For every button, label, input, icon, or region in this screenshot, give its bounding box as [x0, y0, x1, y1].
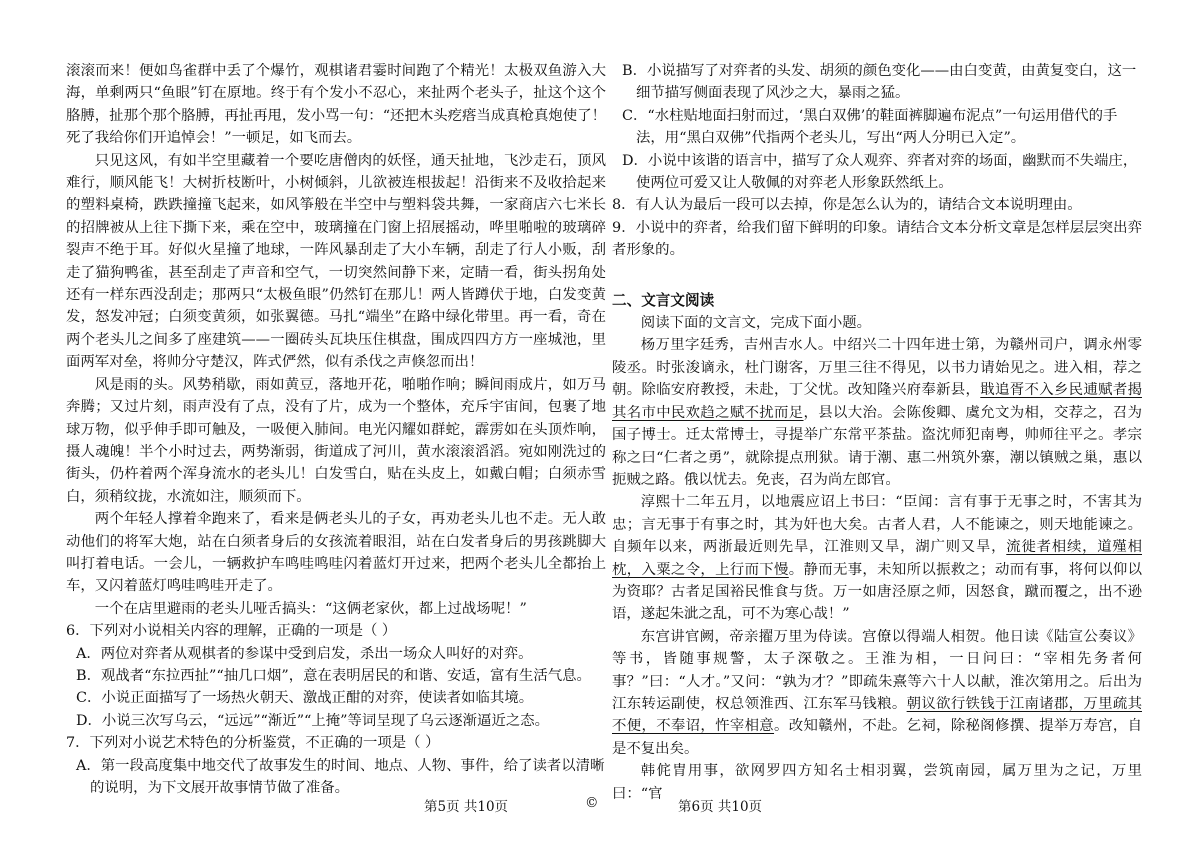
classical-text-paragraph	[612, 334, 1142, 491]
question-6-option-a: A．两位对弈者从观棋者的参谋中受到启发，杀出一场众人叫好的对弈。	[76, 645, 533, 662]
classical-text-segment: 东宫讲官阙，帝亲擢万里为侍读。宫僚以得端人相贺。他日读《陆宣公奏议》等书，皆随事规警，太子深敬之。王淮为相，一日问曰：“宰相先务者何事？”曰：“人才。”又问：“孰为才？”即疏朱熹等六十人以献，淮次第用之。后出为江东转运副使，权总领淮西、江东军马钱粮。	[612, 628, 1142, 712]
underlined-sentence: 戢追胥不入乡民逋赋者揭其名市中民欢趋之赋不扰而足	[612, 382, 1142, 421]
page-number-right: 第6页 共10页	[678, 799, 763, 815]
question-7-option-c: C．“水柱贴地面扫射而过，‘黑白双佛’的鞋面裤脚遍布泥点”一句运用借代的手法，用“黑白双佛”代指两个老头儿，写出“两人分明已入定”。	[622, 107, 1118, 147]
classical-text-segment: 。改知赣州，不赴。乞祠，除秘阁修撰、提举万寿宫，自是不复出矣。	[612, 718, 1142, 757]
question-6-option-d: D．小说三次写乌云，“远远”“渐近”“上掩”等词呈现了乌云逐渐逼近之态。	[76, 712, 550, 729]
question-7-option-b: B．小说描写了对弈者的头发、胡须的颜色变化——由白变黄，由黄复变白，这一细节描写侧面表现了风沙之大，暴雨之猛。	[622, 63, 1137, 102]
left-column	[66, 60, 606, 799]
question-7-stem: 7．下列对小说艺术特色的分析鉴赏，不正确的一项是（ ）	[66, 735, 440, 752]
reading-instruction: 阅读下面的文言文，完成下面小题。	[640, 315, 872, 332]
classical-text-segment: ，县以大治。会陈俊卿、虞允文为相，交荐之，召为国子博士。迁太常博士，寻提举广东常平茶盐。盗沈师犯南粤，帅师往平之。孝宗称之曰“仁者之勇”，就除提点刑狱。请于潮、惠二州筑外寨，潮以镇贼之巢，惠以扼贼之路。俄以忧去。免丧，召为尚左郎官。	[612, 404, 1142, 488]
story-paragraph: 一个在店里避雨的老头儿哑舌搞头：“这俩老家伙，都上过战场呢！”	[94, 600, 527, 617]
classical-text-paragraph	[612, 626, 1142, 760]
section-spacer	[612, 262, 1142, 290]
classical-text-segment: 淳熙十二年五月，以地震应诏上书曰：“臣闻：言有事于无事之时，不害其为忠；言无事于有事之时，其为奸也大矣。古者人君，人不能谏之，则天地能谏之。自频年以来，两浙最近则先旱，江淮则又旱，湖广则又旱，	[612, 494, 1142, 556]
question-7-option-d: D．小说中该谐的语言中，描写了众人观弈、弈者对弈的场面，幽默而不失端庄，使两位可爱又让人敬佩的对弈老人形象跃然纸上。	[622, 152, 1138, 192]
classical-text-segment: 杨万里字廷秀，吉州吉水人。中绍兴二十四年进士第，为赣州司户，调永州零陵丞。时张浚谪永，杜门谢客，万里三往不得见，以书力请始见之。进入相，荐之朝。除临安府教授，未赴，丁父忧。改知隆兴府奉新县，	[612, 337, 1142, 399]
question-7-option-a: A．第一段高度集中地交代了故事发生的时间、地点、人物、事件，给了读者以清晰的说明，为下文展开故事情节做了准备。	[76, 757, 605, 796]
story-paragraph: 只见这风，有如半空里藏着一个要吃唐僧肉的妖怪，通天扯地，飞沙走石，顶风难行，顺风能飞！大树折枝断叶，小树倾斜，儿欲被连根拔起！沿街来不及收拾起来的塑料桌椅，跌跌撞撞飞起来，如风筝般在半空中与塑料袋共舞，一家商店六七米长的招牌被从上往下撕下来，乘在空中，玻璃撞在门窗上招展摇动，哗里啪啦的玻璃碎裂声不绝于耳。好似火星撞了地球，一阵风暴刮走了大小车辆，刮走了行人小贩，刮走了猫狗鸭雀，甚至刮走了声音和空气，一切突然间静下来，定睛一看，街头拐角处还有一样东西没刮走；那两只“太极鱼眼”仍然钉在那儿！两人皆蹲伏于地，白发变黄发，怒发冲冠；白须变黄须，如张翼德。马扎“端坐”在路中绿化带里。再一看，奇在两个老头儿之间多了座建筑——一圈砖头瓦块压住棋盘，围成四四方方一座城池，里面两军对垒，将帅分守楚汉，阵式俨然，似有杀伐之声倏忽而出！	[66, 152, 606, 371]
classical-text-segment: 。静而无事，未知所以振救之；动而有事，将何以仰以为资耶？古者足国裕民惟食与货。万一如唐泾原之师，因怒食，蹴而覆之，出不逊语，遂起朱泚之乱，可不为寒心哉！”	[612, 561, 1142, 623]
question-6-option-b: B．观战者“东拉西扯”“抽几口烟”，意在表明居民的和谐、安适，富有生活气息。	[76, 667, 591, 684]
underlined-sentence: 流徙者相续，道殣相枕，入粟之令，上行而下慢	[612, 539, 1142, 578]
question-6-option-c: C．小说正面描写了一场热火朝天、激战正酣的对弈，使读者如临其境。	[76, 690, 534, 707]
question-8: 8．有人认为最后一段可以去掉，你是怎么认为的，请结合文本说明理由。	[612, 197, 1082, 214]
story-paragraph: 滚滚而来！便如鸟雀群中丢了个爆竹，观棋诸君霎时间跑了个精光！太极双鱼游入大海，单剩两只“鱼眼”钉在原地。终于有个发小不忍心，来扯两个老头子，扯这个这个胳膊，扯那个那个胳膊，再扯再甩，发小骂一句：“还把木头疙瘩当成真枪真炮使了！死了我给你们开追悼会！”一顿足，如飞而去。	[66, 63, 606, 147]
classical-text-paragraph: 韩侂胄用事，欲网罗四方知名士相羽翼，尝筑南园，属万里为之记，万里曰：“官	[612, 763, 1142, 802]
story-paragraph: 两个年轻人撑着伞跑来了，看来是俩老头儿的子女，再劝老头儿也不走。无人敢动他们的将军大炮，站在白须者身后的女孩流着眼泪，站在白发者身后的男孩跳脚大叫打着电话。一会儿，一辆救护车鸣哇鸣哇闪着蓝灯开过来，把两个老头儿全都抬上车，又闪着蓝灯鸣哇鸣哇开走了。	[66, 511, 606, 595]
section-title: 二、文言文阅读	[612, 291, 715, 309]
question-6-stem: 6．下列对小说相关内容的理解，正确的一项是（ ）	[66, 623, 397, 640]
question-9: 9．小说中的弈者，给我们留下鲜明的印象。请结合文本分析文章是怎样层层突出弈者形象的。	[612, 219, 1142, 259]
copyright-symbol: ©	[585, 795, 599, 811]
classical-text-paragraph	[612, 491, 1142, 625]
right-column	[612, 60, 1142, 805]
underlined-sentence: 朝议欲行铁钱于江南诸郡，万里疏其不便，不奉诏，忤宰相意	[612, 695, 1142, 735]
story-paragraph: 风是雨的头。风势稍歇，雨如黄豆，落地开花，啪啪作响；瞬间雨成片，如万马奔腾；又过片刻，雨声没有了点，没有了片，成为一个整体，充斥宇宙间，包裹了地球万物，似乎伸手即可触及，一吸便入肺间。电光闪耀如群蛇，霹雳如在头顶炸响，摄人魂魄！半个小时过去，两势渐弱，街道成了河川，黄水滚滚滔滔。宛如刚洗过的街头，仍杵着两个浑身流水的老头儿！白发雪白，贴在头皮上，如戴白帽；白须赤雪白，须稍纹拢，水流如注，顺须而下。	[66, 376, 606, 505]
page-number-left: 第5页 共10页	[424, 799, 509, 815]
